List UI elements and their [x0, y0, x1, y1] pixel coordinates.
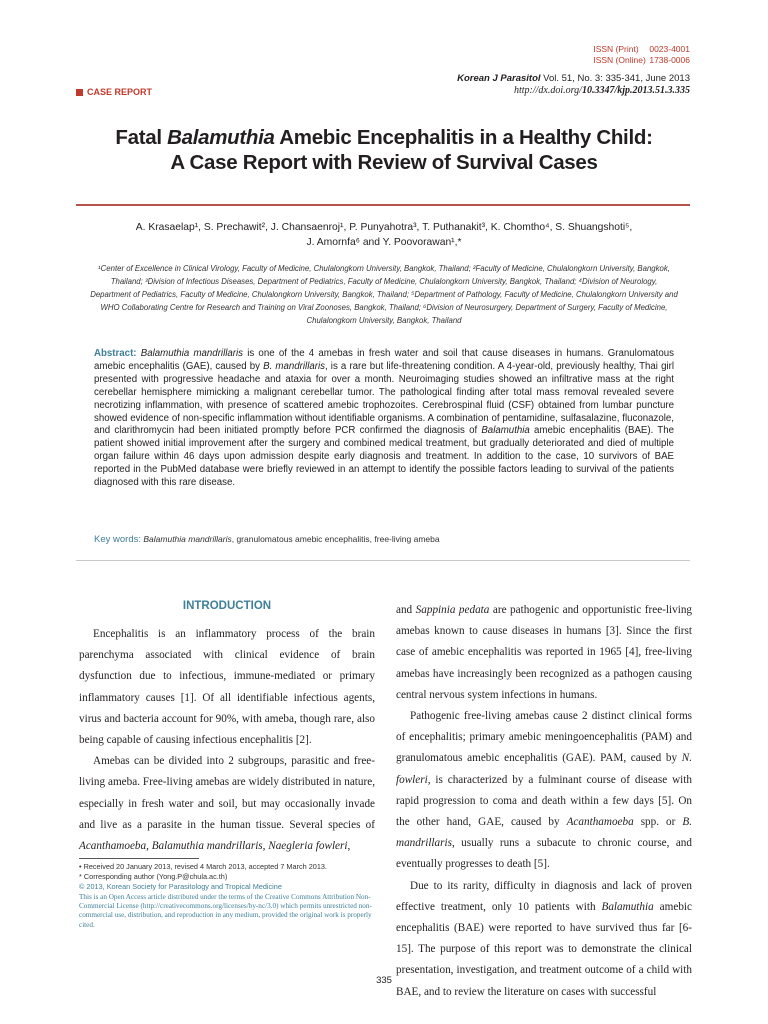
abstract-text: amebic encephalitis (BAE). The patient showed initial improvement after the surgery and combined medical treatment, but gradually deteriorated and died of multiple organ failure within 46 days upon admission despite early diagnosis and treatment. In addition to the case, 10 survivors of BAE reported in the PubMed database were briefly reviewed in an attempt to identify the possible factors leading to survival of the patients diagnosed with this rare disease. — [94, 425, 674, 489]
abstract-text: , is a rare but life-threatening condition. A 4-year-old, previously healthy, Thai girl presented with progressive headache and ataxia for over a month. Neuroimaging studies showed an infiltrative mass at the right cerebellar hemisphere mimicking a malignant cerebellar tumor. The pathological finding after total mass removal revealed severe necrotizing inflammation, with presence of scattered amebic trophozoites. Cerebrospinal fluid (CSF) obtained from lumbar puncture showed evidence of non-specific inflammation without identifiable organisms. A combination of pentamidine, sulfasalazine, fluconazole, and clarithromycin had been initiated promptly before PCR confirmed the diagnosis of — [94, 360, 675, 437]
authors-line2: J. Amornfa⁶ and Y. Poovorawan¹,* — [306, 237, 462, 248]
footnote — [79, 862, 375, 930]
abstract-text: is one of the 4 amebas in fresh water and soil that cause diseases in humans. Granulomatous amebic encephalitis (GAE), caused by — [94, 348, 674, 372]
paragraph — [396, 706, 692, 876]
issn-online-label: ISSN (Online) — [593, 55, 646, 65]
authors-line1: A. Krasaelap¹, S. Prechawit², J. Chansaenroj¹, P. Punyahotra³, T. Puthanakit³, K. Chomtho⁴, S. Shuangshoti⁵, — [135, 222, 633, 233]
paragraph-text: amebic encephalitis (BAE) were reported to have survived thus far [6-15]. The purpose of this report was to demonstrate the clinical presentation, investigation, and treatment outcome of a child with BAE, and to review the literature on cases with successful — [396, 900, 692, 998]
journal-info: Vol. 51, No. 3: 335-341, June 2013 — [540, 73, 690, 84]
abstract — [94, 348, 674, 490]
paragraph — [79, 751, 375, 857]
copyright: © 2013, Korean Society for Parasitology and Tropical Medicine — [79, 882, 282, 892]
issn-block — [593, 44, 690, 66]
issn-print-value: 0023-4001 — [649, 44, 690, 54]
right-column — [396, 600, 692, 1003]
section-label-text: CASE REPORT — [87, 87, 153, 97]
paragraph-text: Due to its rarity, difficulty in diagnosis and lack of proven effective treatment, only 10 patients with — [396, 879, 692, 913]
issn-online-value: 1738-0006 — [649, 55, 690, 65]
article-title — [60, 125, 708, 175]
paragraph-text: , usually runs a subacute to chronic course, and eventually progresses to death [5]. — [396, 837, 692, 871]
abstract-italic: Balamuthia mandrillaris — [140, 348, 243, 359]
abstract-italic: B. mandrillaris — [263, 360, 325, 372]
doi-value[interactable]: 10.3347/kjp.2013.51.3.335 — [581, 85, 690, 96]
author-list — [84, 220, 684, 250]
keywords-rest: , granulomatous amebic encephalitis, free-living ameba — [231, 534, 440, 544]
paragraph-text: are pathogenic and opportunistic free-living amebas known to cause diseases in humans [3]. Since the first case of amebic encephalitis was reported in 1965 [4], free-living amebas have increasingly been recognized as a pathogen causing central nervous system infections in humans. — [396, 604, 693, 701]
paragraph-italic: N. fowleri — [396, 752, 692, 786]
paragraph-text: , is characterized by a fulminant course of disease with rapid progression to coma and death within a few days [5]. On the other hand, GAE, caused by — [396, 773, 692, 829]
paragraph-text: and — [396, 604, 416, 616]
paragraph-italic: Acanthamoeba, Balamuthia mandrillaris, Naegleria fowleri, — [79, 840, 351, 853]
journal-name: Korean J Parasitol — [457, 73, 541, 84]
footnote-divider — [79, 858, 199, 859]
keyword-italic: Balamuthia mandrillaris — [143, 534, 232, 544]
abstract-italic: Balamuthia — [481, 425, 530, 437]
title-part: Fatal — [115, 126, 168, 149]
section-label — [76, 87, 152, 97]
left-column — [79, 624, 375, 857]
received-dates: • Received 20 January 2013, revised 4 March 2013, accepted 7 March 2013. — [79, 862, 327, 871]
title-italic: Balamuthia — [167, 126, 275, 149]
corresponding-author: * Corresponding author (Yong.P@chula.ac.th) — [79, 872, 228, 882]
abstract-divider — [76, 560, 690, 561]
title-part: Amebic Encephalitis in a Healthy Child: — [274, 126, 653, 149]
keywords — [94, 534, 674, 545]
issn-print-label: ISSN (Print) — [593, 44, 639, 54]
title-divider — [76, 204, 690, 206]
title-line2: A Case Report with Review of Survival Cases — [170, 151, 598, 174]
paragraph-italic: Sappinia pedata — [415, 604, 490, 616]
abstract-label: Abstract: — [94, 348, 137, 359]
paragraph-text: spp. or — [633, 816, 683, 829]
keywords-label: Key words: — [94, 534, 141, 545]
paragraph-italic: Balamuthia — [601, 900, 654, 913]
affiliations: ¹Center of Excellence in Clinical Virology, Faculty of Medicine, Chulalongkorn University, Bangkok, Thailand; ²Faculty of Medicine, Chulalongkorn University, Bangkok, Thailand; ³Division of Infectious Diseases, Department of Pediatrics, Faculty of Medicine, Chulalongkorn University, Bangkok, Thailand; ⁴Division of Neurology, Department of Pediatrics, Faculty of Medicine, Chulalongkorn University, Bangkok, Thailand; ⁵Department of Pathology, Faculty of Medicine, Chulalongkorn University and WHO Collaborating Centre for Research and Training on Viral Zoonoses, Bangkok, Thailand; ⁶Division of Neurosurgery, Department of Surgery, Faculty of Medicine, Chulalongkorn University, Bangkok, Thailand — [90, 264, 678, 325]
paragraph-text: Amebas can be divided into 2 subgroups, parasitic and free-living ameba. Free-living amebas are widely distributed in nature, especially in fresh water and soil, but may occasionally invade and live as a parasite in the human tissue. Several species of — [79, 755, 375, 831]
square-bullet-icon — [76, 89, 83, 96]
license-text: This is an Open Access article distributed under the terms of the Creative Commons Attribution Non-Commercial License (http://creativecommons.org/licenses/by-nc/3.0) which permits unrestricted non-commercial use, distribution, and reproduction in any medium, provided the original work is properly cited. — [79, 892, 372, 929]
section-heading: INTRODUCTION — [182, 600, 272, 612]
journal-citation — [457, 73, 690, 97]
paragraph — [396, 600, 692, 706]
page-number: 335 — [376, 975, 392, 986]
doi-prefix[interactable]: http://dx.doi.org/ — [513, 85, 582, 96]
paragraph-italic: B. mandrillaris — [396, 816, 692, 850]
paragraph-italic: Acanthamoeba — [566, 816, 634, 829]
paragraph: Encephalitis is an inflammatory process of the brain parenchyma associated with clinical evidence of brain dysfunction due to infectious, immune-mediated or primary inflammatory causes [1]. Of all identifiable infectious agents, virus and bacteria account for 90%, with ameba, though rare, also being capable of causing infectious encephalitis [2]. — [79, 628, 375, 747]
paragraph-text: Pathogenic free-living amebas cause 2 distinct clinical forms of encephalitis; primary amebic meningoencephalitis (PAM) and granulomatous amebic encephalitis (GAE). PAM, caused by — [396, 710, 692, 765]
